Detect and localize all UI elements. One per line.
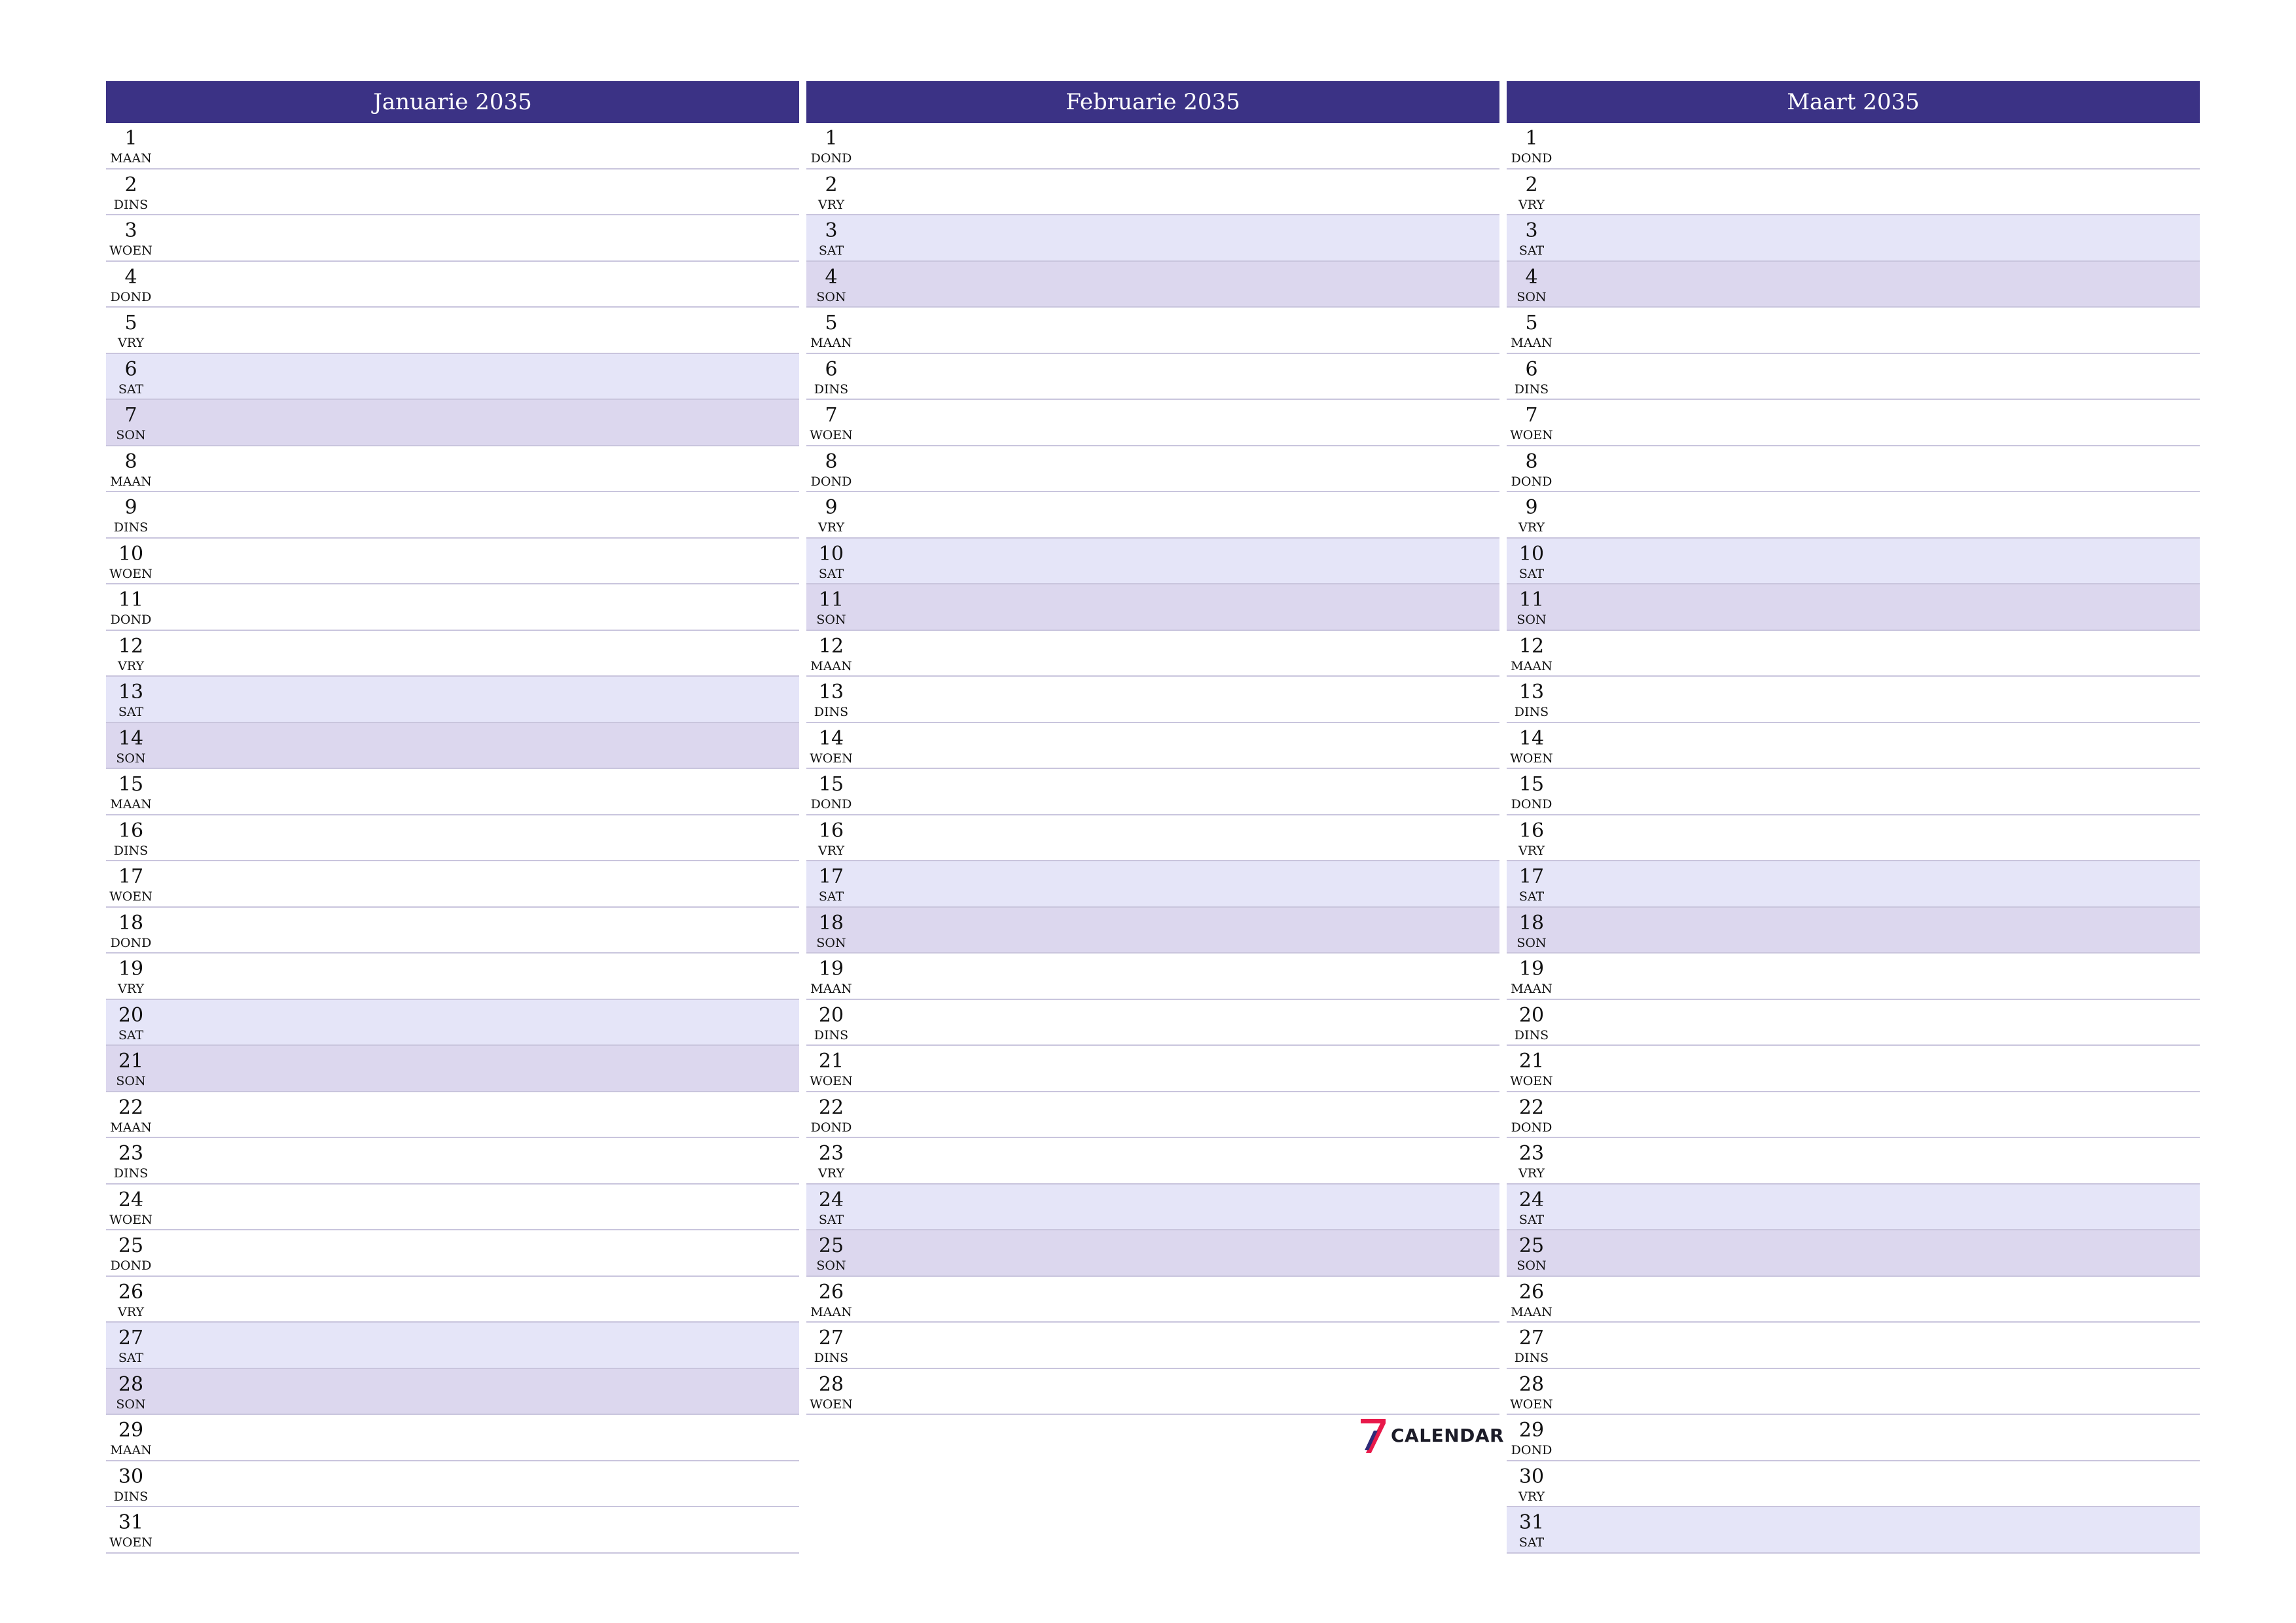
day-row xyxy=(806,861,1499,908)
weekday-label: VRY xyxy=(818,843,844,858)
day-number: 11 xyxy=(1518,588,1545,611)
day-row xyxy=(106,539,799,585)
day-number: 29 xyxy=(1518,1419,1545,1442)
day-row xyxy=(106,1092,799,1139)
weekday-label: SON xyxy=(1516,935,1547,950)
weekday-label: WOEN xyxy=(810,751,853,766)
day-number: 17 xyxy=(818,865,844,888)
weekday-label: MAAN xyxy=(810,982,852,996)
day-number: 19 xyxy=(818,957,844,980)
day-row xyxy=(106,1046,799,1092)
weekday-label: DOND xyxy=(810,797,852,812)
day-number: 25 xyxy=(1518,1234,1545,1257)
day-row xyxy=(106,1230,799,1277)
day-number: 2 xyxy=(1525,173,1538,196)
day-row xyxy=(1507,584,2200,631)
weekday-label: SON xyxy=(816,935,846,950)
weekday-label: SAT xyxy=(118,705,144,719)
weekday-label: MAAN xyxy=(810,336,852,350)
weekday-label: SAT xyxy=(818,566,844,581)
month-march xyxy=(1507,81,2200,1554)
day-number: 2 xyxy=(825,173,838,196)
day-row xyxy=(106,354,799,401)
weekday-label: DOND xyxy=(110,289,152,304)
weekday-label: WOEN xyxy=(109,566,152,581)
day-row xyxy=(1507,1415,2200,1461)
day-row xyxy=(1507,123,2200,169)
day-number: 14 xyxy=(1518,726,1545,750)
weekday-label: DOND xyxy=(1511,474,1552,489)
brand-logo[interactable] xyxy=(1358,1418,1505,1454)
day-number: 24 xyxy=(118,1188,144,1211)
day-row xyxy=(1507,1369,2200,1416)
day-number: 22 xyxy=(118,1096,144,1119)
day-number: 21 xyxy=(118,1050,144,1073)
day-number: 9 xyxy=(1525,496,1538,519)
day-number: 3 xyxy=(1525,219,1538,242)
weekday-label: SAT xyxy=(1518,566,1545,581)
day-number: 9 xyxy=(825,496,838,519)
weekday-label: DOND xyxy=(110,613,152,627)
day-number: 15 xyxy=(1518,773,1545,796)
weekday-label: WOEN xyxy=(109,1212,152,1227)
day-row xyxy=(806,123,1499,169)
weekday-label: MAAN xyxy=(110,1120,152,1135)
day-row xyxy=(106,815,799,862)
day-number: 28 xyxy=(818,1372,844,1396)
day-number: 5 xyxy=(124,312,137,334)
day-number: 16 xyxy=(118,819,144,842)
day-number: 29 xyxy=(118,1419,144,1442)
weekday-label: VRY xyxy=(118,658,144,673)
weekday-label: VRY xyxy=(1518,1489,1545,1504)
day-number: 8 xyxy=(825,450,838,473)
weekday-label: DOND xyxy=(1511,151,1552,166)
day-row xyxy=(806,1230,1499,1277)
day-number: 6 xyxy=(1525,357,1538,381)
weekday-label: DINS xyxy=(113,843,149,858)
day-number: 7 xyxy=(825,404,838,427)
day-number: 18 xyxy=(1518,911,1545,935)
day-number: 7 xyxy=(1525,404,1538,427)
day-number: 13 xyxy=(818,681,844,704)
weekday-label: SAT xyxy=(1518,889,1545,904)
day-number: 31 xyxy=(1518,1511,1545,1534)
weekday-label: SAT xyxy=(818,243,844,258)
day-row xyxy=(1507,169,2200,216)
day-row xyxy=(806,308,1499,354)
day-number: 21 xyxy=(1518,1050,1545,1073)
day-number: 4 xyxy=(124,265,137,289)
weekday-label: DOND xyxy=(110,935,152,950)
day-row xyxy=(106,908,799,954)
weekday-label: SON xyxy=(116,1397,146,1412)
day-row xyxy=(1507,492,2200,539)
weekday-label: VRY xyxy=(818,197,844,212)
day-number: 13 xyxy=(118,681,144,704)
day-number: 12 xyxy=(1518,634,1545,658)
day-row xyxy=(106,1507,799,1554)
weekday-label: VRY xyxy=(1518,843,1545,858)
day-row xyxy=(106,1323,799,1369)
weekday-label: WOEN xyxy=(1510,1397,1553,1412)
month-january xyxy=(106,81,799,1554)
weekday-label: WOEN xyxy=(109,1535,152,1550)
weekday-label: MAAN xyxy=(810,658,852,673)
day-number: 28 xyxy=(1518,1372,1545,1396)
weekday-label: VRY xyxy=(118,1304,144,1319)
day-row xyxy=(1507,723,2200,770)
day-number: 3 xyxy=(124,219,137,242)
weekday-label: DINS xyxy=(814,1027,849,1043)
weekday-label: VRY xyxy=(118,982,144,996)
day-number: 24 xyxy=(1518,1188,1545,1211)
day-row xyxy=(106,631,799,677)
weekday-label: DINS xyxy=(113,520,149,535)
day-row xyxy=(106,769,799,815)
day-number: 27 xyxy=(1518,1327,1545,1349)
weekday-label: MAAN xyxy=(110,1443,152,1457)
day-number: 9 xyxy=(124,496,137,519)
day-number: 25 xyxy=(818,1234,844,1257)
weekday-label: MAAN xyxy=(1511,336,1552,350)
day-row xyxy=(1507,954,2200,1000)
day-row xyxy=(806,400,1499,446)
weekday-label: SON xyxy=(116,1074,146,1088)
day-row xyxy=(106,677,799,723)
month-title: Maart 2035 xyxy=(1507,81,2200,123)
weekday-label: SAT xyxy=(818,1212,844,1227)
day-row xyxy=(106,123,799,169)
day-row xyxy=(1507,215,2200,262)
weekday-label: DINS xyxy=(1514,705,1549,719)
day-row xyxy=(806,1323,1499,1369)
weekday-label: VRY xyxy=(818,520,844,535)
weekday-label: DINS xyxy=(814,1351,849,1365)
day-number: 27 xyxy=(118,1327,144,1349)
weekday-label: SON xyxy=(816,289,846,304)
day-row xyxy=(106,1369,799,1416)
day-row xyxy=(1507,631,2200,677)
day-row xyxy=(106,954,799,1000)
day-number: 7 xyxy=(124,404,137,427)
weekday-label: MAAN xyxy=(110,151,152,166)
day-number: 6 xyxy=(124,357,137,381)
day-row xyxy=(806,954,1499,1000)
day-number: 23 xyxy=(1518,1142,1545,1165)
day-row xyxy=(806,723,1499,770)
day-number: 18 xyxy=(818,911,844,935)
day-number: 4 xyxy=(1525,265,1538,289)
day-number: 2 xyxy=(124,173,137,196)
day-number: 23 xyxy=(118,1142,144,1165)
day-row xyxy=(806,584,1499,631)
weekday-label: MAAN xyxy=(110,797,152,812)
day-number: 18 xyxy=(118,911,144,935)
day-row xyxy=(106,584,799,631)
day-list xyxy=(806,123,1499,1415)
day-number: 22 xyxy=(1518,1096,1545,1119)
weekday-label: SAT xyxy=(1518,1212,1545,1227)
day-number: 1 xyxy=(124,127,137,150)
day-row xyxy=(1507,1138,2200,1185)
day-number: 11 xyxy=(818,588,844,611)
weekday-label: WOEN xyxy=(1510,428,1553,442)
day-number: 31 xyxy=(118,1511,144,1534)
day-row xyxy=(806,492,1499,539)
day-row xyxy=(106,446,799,493)
day-number: 5 xyxy=(825,312,838,334)
weekday-label: SON xyxy=(1516,1258,1547,1273)
weekday-label: DINS xyxy=(113,1489,149,1504)
day-number: 19 xyxy=(1518,957,1545,980)
day-row xyxy=(106,400,799,446)
weekday-label: SON xyxy=(1516,289,1547,304)
weekday-label: WOEN xyxy=(810,1397,853,1412)
day-list xyxy=(1507,123,2200,1554)
day-row xyxy=(1507,1323,2200,1369)
logo-text: CALENDAR xyxy=(1391,1425,1505,1446)
day-row xyxy=(106,861,799,908)
day-row xyxy=(806,354,1499,401)
day-number: 25 xyxy=(118,1234,144,1257)
day-row xyxy=(106,723,799,770)
day-number: 20 xyxy=(118,1003,144,1027)
day-number: 26 xyxy=(118,1280,144,1304)
day-row xyxy=(1507,1277,2200,1323)
day-row xyxy=(1507,1230,2200,1277)
day-row xyxy=(806,262,1499,308)
day-row xyxy=(1507,308,2200,354)
day-row xyxy=(106,1415,799,1461)
day-number: 11 xyxy=(118,588,144,611)
day-number: 1 xyxy=(825,127,838,150)
seven-logo-icon xyxy=(1358,1418,1390,1454)
weekday-label: MAAN xyxy=(810,1304,852,1319)
day-row xyxy=(106,1138,799,1185)
weekday-label: DOND xyxy=(110,1258,152,1273)
day-number: 21 xyxy=(818,1050,844,1073)
day-row xyxy=(806,1092,1499,1139)
day-row xyxy=(106,1277,799,1323)
day-number: 14 xyxy=(118,726,144,750)
weekday-label: WOEN xyxy=(109,243,152,258)
day-row xyxy=(1507,1461,2200,1508)
day-number: 16 xyxy=(818,819,844,842)
weekday-label: SAT xyxy=(118,1351,144,1365)
weekday-label: SAT xyxy=(118,1027,144,1043)
day-number: 10 xyxy=(818,542,844,565)
day-row xyxy=(806,1277,1499,1323)
day-number: 30 xyxy=(118,1465,144,1488)
day-number: 8 xyxy=(124,450,137,473)
weekday-label: SON xyxy=(1516,613,1547,627)
day-row xyxy=(1507,400,2200,446)
weekday-label: VRY xyxy=(118,336,144,350)
day-row xyxy=(1507,1507,2200,1554)
day-number: 15 xyxy=(818,773,844,796)
day-row xyxy=(806,539,1499,585)
weekday-label: MAAN xyxy=(1511,1304,1552,1319)
weekday-label: MAAN xyxy=(110,474,152,489)
weekday-label: DINS xyxy=(1514,1351,1549,1365)
day-row xyxy=(806,769,1499,815)
weekday-label: SON xyxy=(116,751,146,766)
weekday-label: DINS xyxy=(1514,382,1549,397)
day-number: 28 xyxy=(118,1372,144,1396)
day-row xyxy=(1507,861,2200,908)
day-number: 10 xyxy=(118,542,144,565)
day-row xyxy=(106,169,799,216)
day-number: 20 xyxy=(1518,1003,1545,1027)
day-number: 6 xyxy=(825,357,838,381)
day-row xyxy=(1507,1092,2200,1139)
day-row xyxy=(106,308,799,354)
weekday-label: SAT xyxy=(1518,243,1545,258)
day-row xyxy=(1507,908,2200,954)
day-number: 8 xyxy=(1525,450,1538,473)
day-row xyxy=(806,815,1499,862)
weekday-label: WOEN xyxy=(1510,1074,1553,1088)
day-row xyxy=(806,1138,1499,1185)
weekday-label: WOEN xyxy=(109,889,152,904)
day-row xyxy=(106,492,799,539)
weekday-label: SON xyxy=(116,428,146,442)
day-row xyxy=(106,1000,799,1046)
day-number: 1 xyxy=(1525,127,1538,150)
day-number: 13 xyxy=(1518,681,1545,704)
weekday-label: DINS xyxy=(1514,1027,1549,1043)
day-number: 15 xyxy=(118,773,144,796)
weekday-label: SON xyxy=(816,1258,846,1273)
day-row xyxy=(106,262,799,308)
day-row xyxy=(106,1461,799,1508)
weekday-label: DINS xyxy=(113,1166,149,1181)
day-row xyxy=(806,1000,1499,1046)
weekday-label: MAAN xyxy=(1511,658,1552,673)
weekday-label: WOEN xyxy=(810,428,853,442)
day-row xyxy=(1507,262,2200,308)
weekday-label: VRY xyxy=(1518,197,1545,212)
day-number: 26 xyxy=(818,1280,844,1304)
weekday-label: MAAN xyxy=(1511,982,1552,996)
day-number: 23 xyxy=(818,1142,844,1165)
weekday-label: WOEN xyxy=(810,1074,853,1088)
day-number: 24 xyxy=(818,1188,844,1211)
day-number: 27 xyxy=(818,1327,844,1349)
month-title: Februarie 2035 xyxy=(806,81,1499,123)
day-row xyxy=(806,1369,1499,1416)
day-row xyxy=(1507,769,2200,815)
day-number: 5 xyxy=(1525,312,1538,334)
day-row xyxy=(1507,677,2200,723)
weekday-label: DINS xyxy=(814,705,849,719)
day-row xyxy=(806,215,1499,262)
weekday-label: VRY xyxy=(1518,520,1545,535)
day-row xyxy=(806,677,1499,723)
day-row xyxy=(1507,1000,2200,1046)
day-number: 26 xyxy=(1518,1280,1545,1304)
day-number: 30 xyxy=(1518,1465,1545,1488)
day-row xyxy=(1507,446,2200,493)
day-number: 4 xyxy=(825,265,838,289)
day-row xyxy=(806,1046,1499,1092)
weekday-label: WOEN xyxy=(1510,751,1553,766)
day-number: 12 xyxy=(818,634,844,658)
weekday-label: SAT xyxy=(1518,1535,1545,1550)
day-number: 17 xyxy=(1518,865,1545,888)
day-list xyxy=(106,123,799,1554)
day-row xyxy=(806,169,1499,216)
weekday-label: DOND xyxy=(1511,797,1552,812)
weekday-label: DOND xyxy=(1511,1443,1552,1457)
weekday-label: DOND xyxy=(1511,1120,1552,1135)
weekday-label: VRY xyxy=(1518,1166,1545,1181)
weekday-label: SAT xyxy=(818,889,844,904)
day-row xyxy=(806,631,1499,677)
day-number: 19 xyxy=(118,957,144,980)
day-row xyxy=(106,215,799,262)
day-number: 22 xyxy=(818,1096,844,1119)
day-row xyxy=(1507,1046,2200,1092)
weekday-label: DINS xyxy=(814,382,849,397)
weekday-label: SON xyxy=(816,613,846,627)
month-title: Januarie 2035 xyxy=(106,81,799,123)
weekday-label: VRY xyxy=(818,1166,844,1181)
weekday-label: DOND xyxy=(810,151,852,166)
day-row xyxy=(1507,354,2200,401)
day-number: 16 xyxy=(1518,819,1545,842)
weekday-label: SAT xyxy=(118,382,144,397)
day-row xyxy=(1507,1185,2200,1231)
weekday-label: DOND xyxy=(810,474,852,489)
day-number: 10 xyxy=(1518,542,1545,565)
day-row xyxy=(806,1185,1499,1231)
day-row xyxy=(806,908,1499,954)
day-row xyxy=(1507,539,2200,585)
day-row xyxy=(106,1185,799,1231)
day-row xyxy=(1507,815,2200,862)
day-row xyxy=(806,446,1499,493)
day-number: 17 xyxy=(118,865,144,888)
day-number: 3 xyxy=(825,219,838,242)
weekday-label: DOND xyxy=(810,1120,852,1135)
day-number: 20 xyxy=(818,1003,844,1027)
day-number: 14 xyxy=(818,726,844,750)
day-number: 12 xyxy=(118,634,144,658)
weekday-label: DINS xyxy=(113,197,149,212)
month-february xyxy=(806,81,1499,1415)
